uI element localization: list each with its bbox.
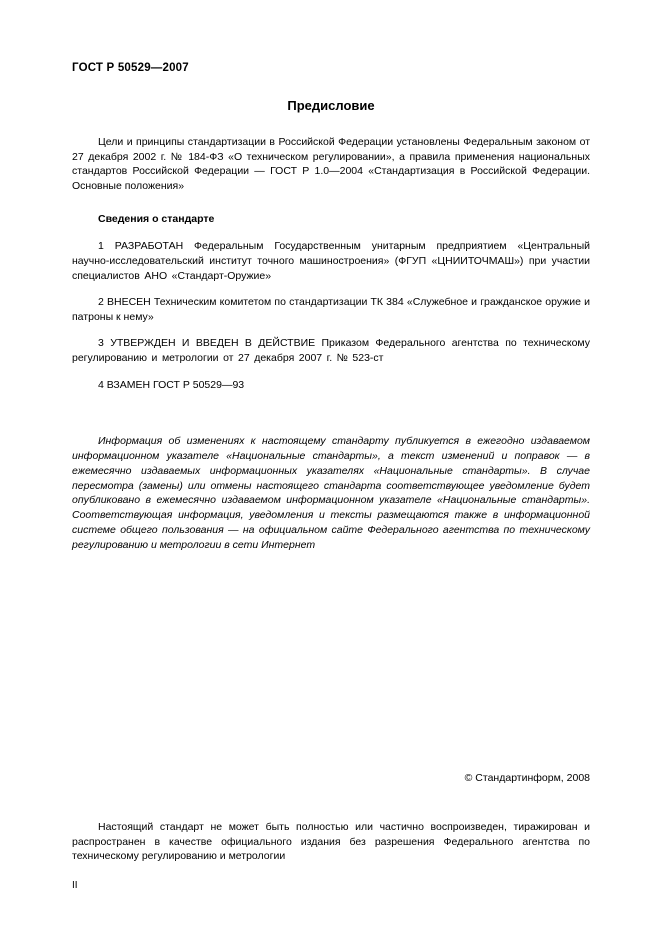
reproduction-restriction-note: Настоящий стандарт не может быть полностью или частично воспроизведен, тиражирован и распространен в качестве официального издания без разрешения Федерального агентства по техническому регулированию и метрологии bbox=[72, 821, 590, 863]
list-item: 3 УТВЕРЖДЕН И ВВЕДЕН В ДЕЙСТВИЕ Приказом Федерального агентства по техническому регулированию и метрологии от 27 декабря 2007 г. № 523-ст bbox=[72, 337, 590, 364]
list-item: 1 РАЗРАБОТАН Федеральным Государственным унитарным предприятием «Центральный научно-исследовательский институт точного машиностроения» (ФГУП «ЦНИИТОЧМАШ») при участии специалистов АНО «Стандарт-Оружие» bbox=[72, 240, 590, 282]
page-content bbox=[72, 62, 590, 553]
page-title: Предисловие bbox=[287, 98, 375, 113]
copyright-line: © Стандартинформ, 2008 bbox=[464, 772, 590, 784]
document-standard-number: ГОСТ Р 50529—2007 bbox=[72, 62, 189, 74]
list-item: 4 ВЗАМЕН ГОСТ Р 50529—93 bbox=[98, 378, 245, 391]
page-number: II bbox=[72, 880, 78, 891]
list-item: 2 ВНЕСЕН Техническим комитетом по стандартизации ТК 384 «Служебное и гражданское оружие и патроны к нему» bbox=[72, 296, 590, 323]
amendment-notice: Информация об изменениях к настоящему стандарту публикуется в ежегодно издаваемом информационном указателе «Национальные стандарты», а текст изменений и поправок — в ежемесячно издаваемых информационных указателях «Национальные стандарты». В случае пересмотра (замены) или отмены настоящего стандарта соответствующее уведомление будет опубликовано в ежемесячно издаваемом информационном указателе «Национальные стандарты». Соответствующая информация, уведомления и тексты размещаются также в информационной системе общего пользования — на официальном сайте Федерального агентства по техническому регулированию и метрологии в сети Интернет bbox=[72, 435, 590, 551]
section-heading-standard-info: Сведения о стандарте bbox=[98, 213, 215, 226]
intro-paragraph: Цели и принципы стандартизации в Российской Федерации установлены Федеральным законом от 27 декабря 2002 г. № 184-ФЗ «О техническом регулировании», а правила применения национальных стандартов Российской Федерации — ГОСТ Р 1.0—2004 «Стандартизация в Российской Федерации. Основные положения» bbox=[72, 136, 590, 192]
